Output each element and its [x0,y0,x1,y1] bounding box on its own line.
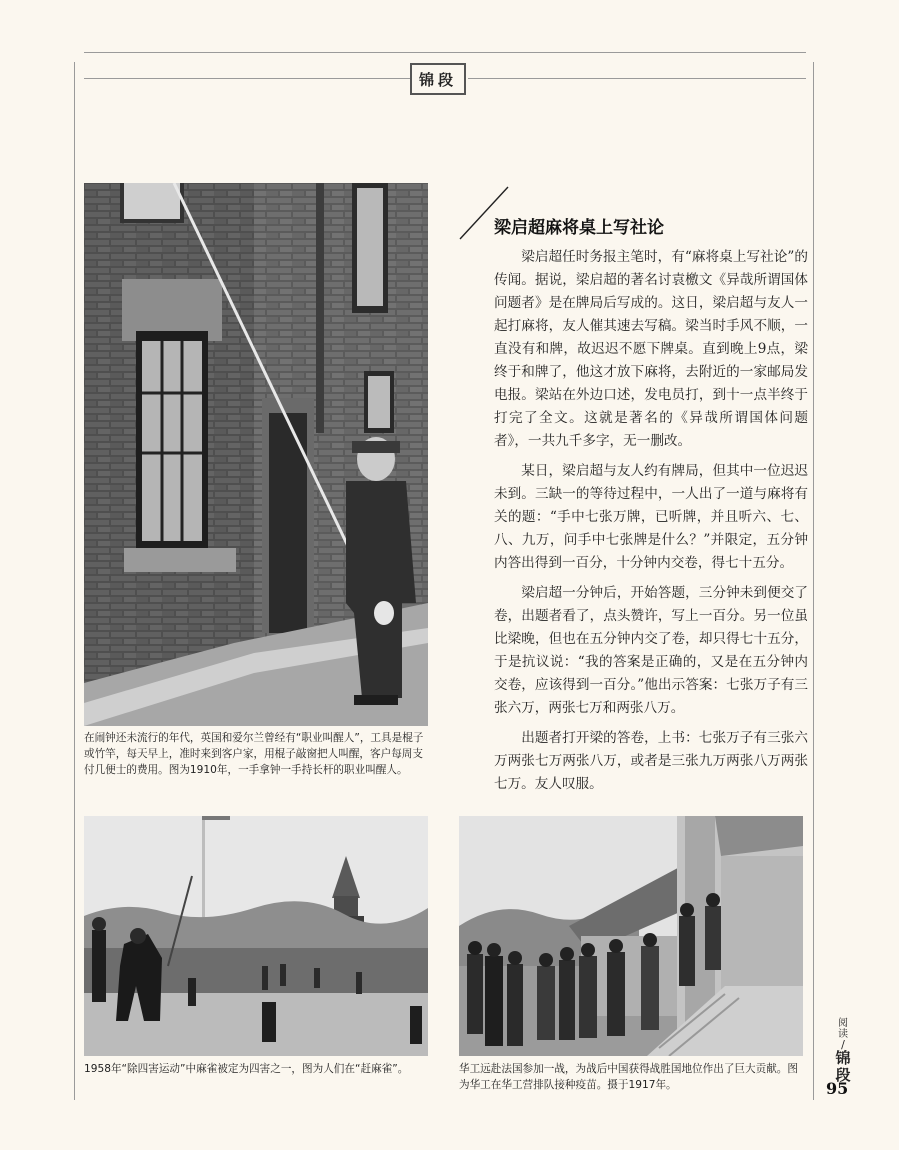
side-section-label [833,1018,853,1084]
article-title: 梁启超麻将桌上写社论 [494,218,664,238]
header-line-right [468,78,806,79]
frame-right-line [813,62,814,1100]
caption-sparrow-campaign: 1958年“除四害运动”中麻雀被定为四害之一，图为人们在“赶麻雀”。 [84,1063,409,1075]
article-body [494,246,808,803]
article-paragraph: 梁启超任时务报主笔时，有“麻将桌上写社论”的传闻。据说，梁启超的著名讨袁檄文《异哉所谓国体问题者》是在牌局后写成的。这日，梁启超与友人一起打麻将，友人催其速去写稿。梁当时手风不顺，一直没有和牌，故迟迟不愿下牌桌。直到晚上9点，梁终于和牌了，他这才放下麻将，去附近的一家邮局发电报。梁站在外边口述，发电员打，到十一点半终于打完了全文。这就是著名的《异哉所谓国体问题者》，一共九千多字，无一删改。 [494,249,808,449]
caption-knocker-upper: 在闹钟还未流行的年代，英国和爱尔兰曾经有“职业叫醒人”，工具是棍子或竹竿，每天早上，准时来到客户家，用棍子敲窗把人叫醒，客户每周支付几便士的费用。图为1910年，一手拿钟一手持长杆的职业叫醒人。 [84,732,424,776]
side-label-slash: / [841,1038,845,1051]
top-rule [84,52,806,53]
photo-chinese-labourers [459,816,803,1056]
photo-sparrow-campaign [84,816,428,1056]
section-badge: 锦段 [410,63,466,95]
article-paragraph: 某日，梁启超与友人约有牌局，但其中一位迟迟未到。三缺一的等待过程中，一人出了一道与麻将有关的题：“手中七张万牌，已听牌，并且听六、七、八、九万，问手中七张牌是什么？”并限定，五分钟内答出得到一百分，十分钟内交卷，得七十五分。 [494,463,808,571]
side-label-big: 锦段 [835,1049,851,1084]
caption-chinese-labourers: 华工远赴法国参加一战，为战后中国获得战胜国地位作出了巨大贡献。图为华工在华工营排队接种疫苗。摄于1917年。 [459,1063,798,1091]
photo-knocker-upper [84,183,428,726]
frame-left-line [74,62,75,1100]
article-paragraph: 梁启超一分钟后，开始答题，三分钟未到便交了卷，出题者看了，点头赞许，写上一百分。另一位虽比梁晚，但也在五分钟内交了卷，却只得七十五分，于是抗议说：“我的答案是正确的，又是在五分钟内交卷，应该得到一百分。”他出示答案：七张万子有三张六万，两张七万和两张八万。 [494,585,808,716]
article-paragraph: 出题者打开梁的答卷，上书：七张万子有三张六万两张七万两张八万，或者是三张九万两张八万两张七万。友人叹服。 [494,730,808,792]
header-line-left [84,78,410,79]
page-number: 95 [826,1079,849,1098]
side-label-small: 阅读 [838,1018,848,1040]
